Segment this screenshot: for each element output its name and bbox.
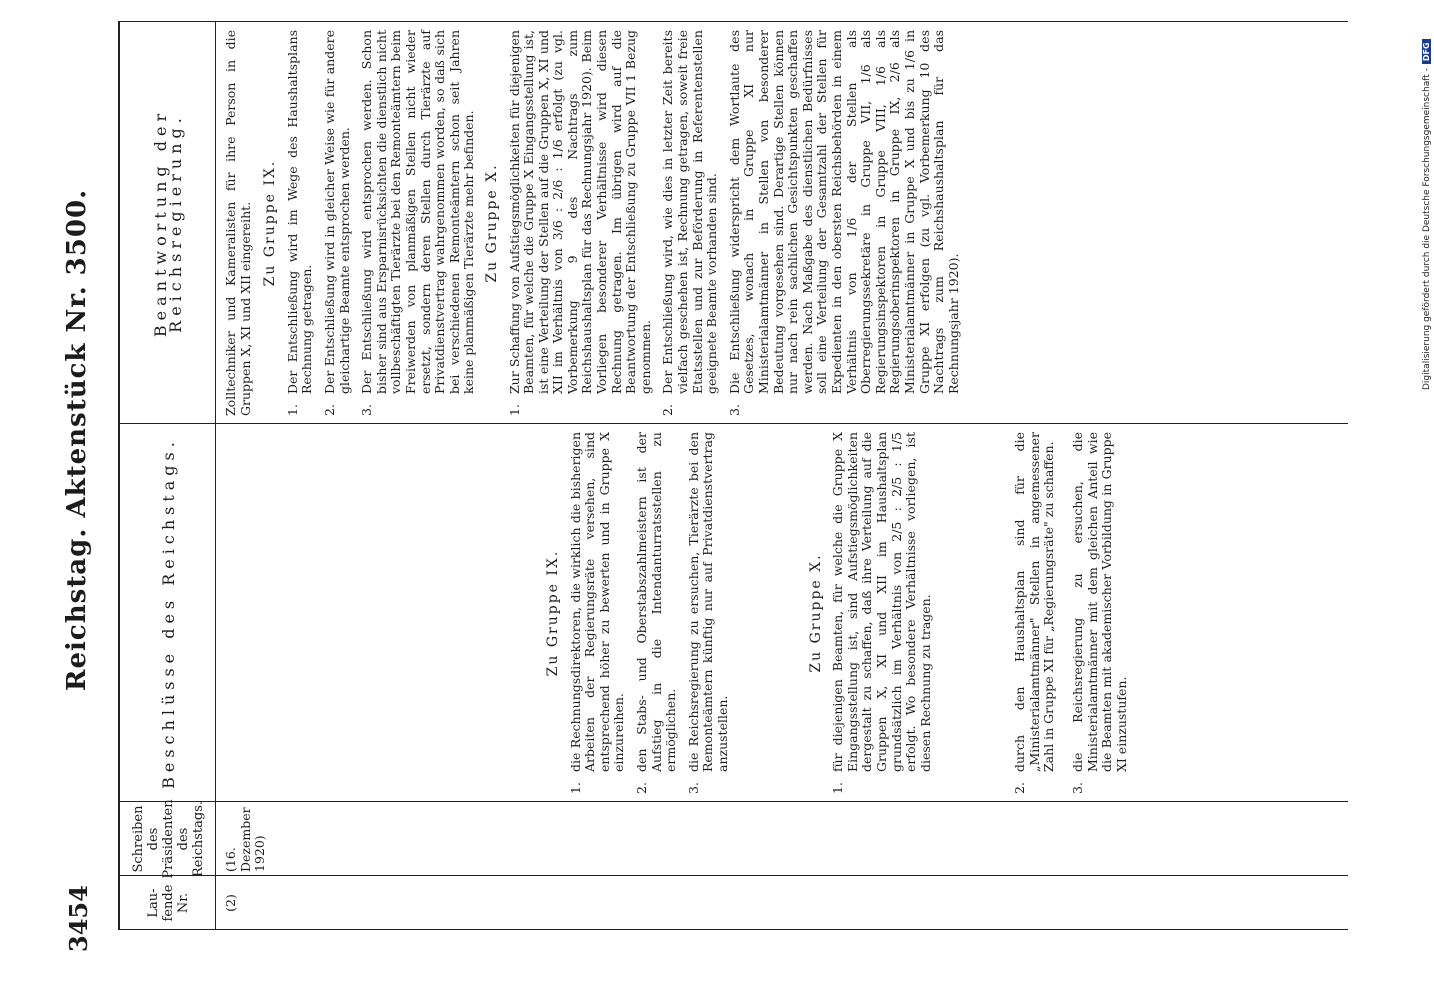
col-header-beschluesse: Beschlüsse des Reichstags.: [158, 437, 178, 789]
group-heading: Zu Gruppe X.: [483, 163, 500, 283]
digitization-sidenote-strip: [1420, 0, 1434, 1000]
list-item: [635, 432, 679, 794]
list-item: [661, 30, 719, 416]
item-number: 3.: [359, 404, 375, 416]
header-rule: [215, 22, 216, 930]
item-number: 2.: [1012, 782, 1028, 794]
row-lfd-nr: (2): [223, 894, 238, 912]
list-item: [728, 30, 962, 416]
list-item: [569, 432, 627, 794]
list-item: [1013, 432, 1057, 794]
top-rule: [118, 22, 120, 930]
group-heading: Zu Gruppe IX.: [262, 159, 279, 287]
list-item: [286, 30, 315, 416]
item-number: 1.: [506, 404, 522, 416]
group-heading: Zu Gruppe IX.: [545, 549, 561, 677]
item-number: 3.: [1070, 782, 1086, 794]
item-number: 2.: [633, 782, 649, 794]
list-item: [1071, 432, 1129, 794]
item-text: Der Entschließung wird, wie dies in letzter Zeit bereits vielfach geschehen ist, Rechnung getragen, soweit freie Etatsstellen und zur Beförderung in Referentenstellen geeignete Beamte vorhanden sind.: [660, 30, 720, 394]
item-number: 1.: [567, 782, 583, 794]
column-rule: [118, 801, 1348, 802]
item-text: Die Entschließung widerspricht dem Wortlaute des Gesetzes, wonach in Gruppe XI nur Ministerialamtmänner in Stellen von besonderer Bedeutung vorgesehen sind. Derartige Stellen können nur nach rein sachlichen Gesichtspunkten geschaffen werden. Nach Maßgabe des dienstlichen Bedürfnisses soll eine Verteilung der Gesamtzahl der Stellen für Expedienten in den obersten Reichsbehörden in einem Verhältnis von 1/6 der Stellen als Oberregierungssekretäre in Gruppe VII, 1/6 als Regierungsinspektoren in Gruppe VIII, 1/6 als Regierungsoberinspektoren in Gruppe IX, 2/6 als Ministerialamtmänner in Gruppe X und bis zu 1/6 in Gruppe XI erfolgen (zu vgl. Vorbemerkung 10 des Nachtrags zum Reichshaushaltsplan für das Rechnungsjahr 1920).: [726, 30, 961, 394]
dfg-logo: DFG: [1422, 39, 1431, 64]
item-number: 2.: [660, 404, 676, 416]
column-rule: [118, 21, 1348, 22]
item-number: 2.: [321, 404, 337, 416]
col-header-schreiben: Schreiben des Präsidenten des Reichstags.: [130, 799, 206, 879]
page-number: 3454: [64, 885, 93, 952]
item-text: die Reichsregierung zu ersuchen, Tierärzte bei den Remonteämtern künftig nur auf Privatdienstvertrag anzustellen.: [685, 432, 730, 772]
row-schreiben-date: (16. Dezember 1920): [223, 807, 268, 872]
col-header-beantwortung: Beantwortung der Reichsregierung.: [151, 108, 185, 338]
column-rule: [118, 875, 1348, 876]
item-text: die Rechnungsdirektoren, die wirklich die bisherigen Arbeiten der Regierungsräte versehen, sind entsprechend höher zu bewerten und in Gruppe X einzureihen.: [567, 432, 627, 772]
item-number: 3.: [726, 404, 742, 416]
list-item: [831, 432, 933, 794]
list-item: [687, 432, 731, 794]
col-header-lfd-nr: Lau-fende Nr.: [145, 884, 191, 922]
item-text: die Reichsregierung zu ersuchen, die Ministerialamtmänner mit dem gleichen Anteil wie die Beamten mit akademischer Vorbildung in Gruppe XI einzustufen.: [1070, 432, 1129, 772]
item-text: Der Entschließung wird entsprochen werden. Schon bisher sind aus Ersparnisrücksichten die dienstlich nicht vollbeschäftigten Tierärzte bei den Remonteämtern beim Freiwerden von planmäßigen Stellen nicht wieder ersetzt, sondern deren Stellen durch Tierärzte auf Privatdienstvertrag wahrgenommen worden, so daß sich bei verschiedenen Remonteämtern schon seit Jahren keine planmäßigen Tierärzte mehr befinden.: [359, 30, 477, 394]
group-heading: Zu Gruppe X.: [807, 553, 824, 673]
list-item: [508, 30, 654, 416]
digitization-sidenote: [1422, 39, 1432, 390]
list-item: [360, 30, 477, 416]
sidenote-text: Digitalisierung gefördert durch die Deutsche Forschungsgemeinschaft -: [1422, 68, 1432, 390]
beschluesse-column: [540, 432, 1137, 794]
item-text: für diejenigen Beamten, für welche die Gruppe X Eingangsstellung ist, sind Aufstiegsmöglichkeiten dergestalt zu schaffen, daß ihre Verteilung auf die Gruppen X, XI und XII im Haushaltsplan grundsätzlich im Verhältnis von 2/5 : 2/5 : 1/5 erfolgt. Wo besondere Verhältnisse vorliegen, ist diesen Rechnung zu tragen.: [830, 432, 933, 772]
column-rule: [118, 423, 1348, 424]
item-number: 3.: [685, 782, 701, 794]
item-text: Zur Schaffung von Aufstiegsmöglichkeiten für diejenigen Beamten, für welche die Gruppe X Eingangsstellung ist, ist eine Verteilung der Stellen auf die Gruppen X, XI und XII im Verhältnis von 3/6 : 2/6 : 1/6 erfolgt (zu vgl. Vorbemerkung 9 des Nachtrags zum Reichshaushaltsplan für das Rechnungsjahr 1920). Beim Vorliegen besonderer Verhältnisse wird diesen Rechnung getragen. Im übrigen wird auf die Beantwortung der Entschließung zu Gruppe VII 1 Bezug genommen.: [506, 30, 653, 394]
answer-intro: Zolltechniker und Kameralisten für ihre Person in die Gruppen X, XI und XII eingereiht.: [223, 30, 253, 416]
item-number: 1.: [284, 404, 300, 416]
item-text: durch den Haushaltsplan sind für die „Ministerialamtmänner" Stellen in angemessener Zahl in Gruppe XI für „Regierungsräte" zu schaffen.: [1012, 432, 1057, 772]
item-text: Der Entschließung wird im Wege des Haushaltsplans Rechnung getragen.: [284, 30, 315, 394]
item-text: Der Entschließung wird in gleicher Weise wie für andere gleichartige Beamte entsprochen werden.: [321, 30, 352, 394]
list-item: [323, 30, 352, 416]
page-title: Reichstag. Aktenstück Nr. 3500.: [62, 188, 92, 692]
column-rule: [118, 929, 1348, 930]
item-text: den Stabs- und Oberstabszahlmeistern ist der Aufstieg in die Intendanturratsstellen zu ermöglichen.: [633, 432, 679, 772]
item-number: 1.: [830, 782, 846, 794]
beantwortung-column: [224, 30, 969, 416]
